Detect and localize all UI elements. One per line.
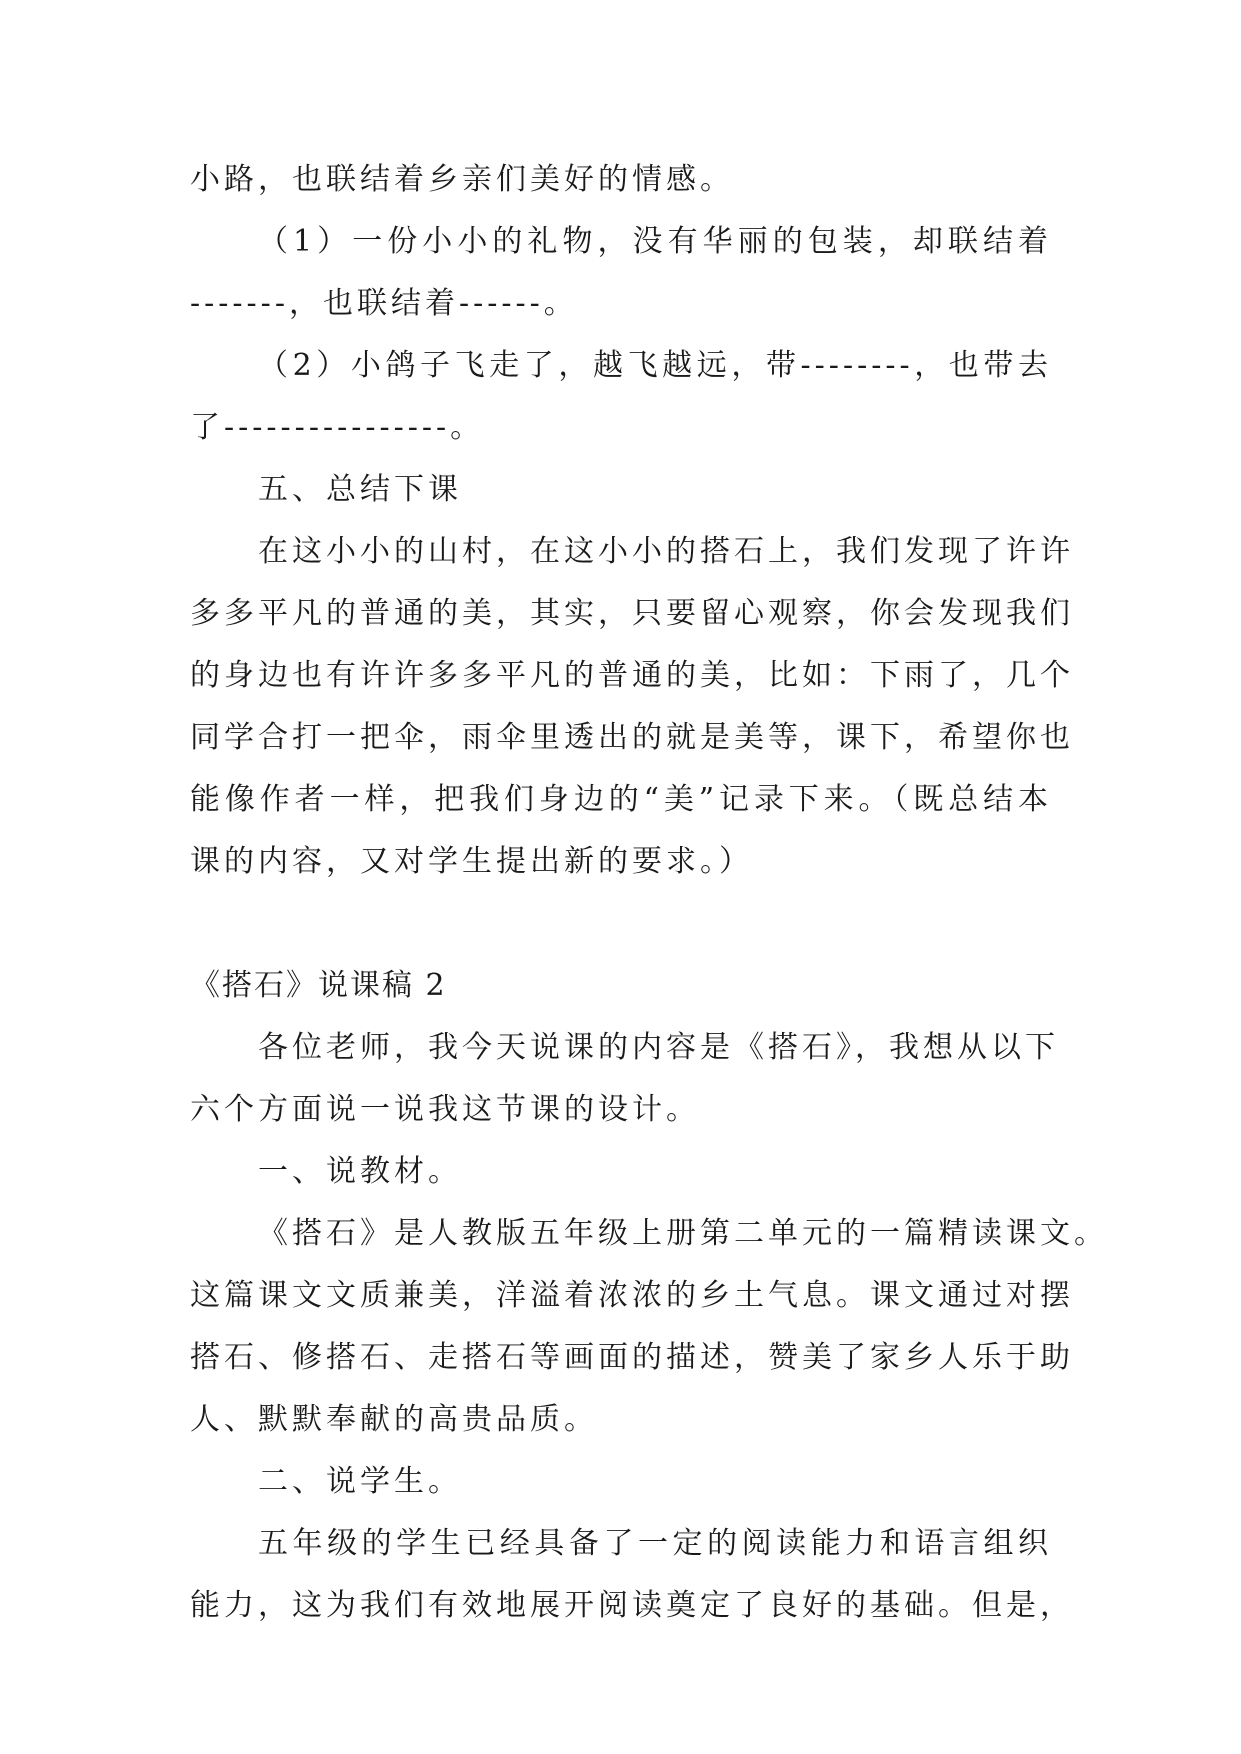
paragraph-line: 在这小小的山村，在这小小的搭石上，我们发现了许许 [258,534,1074,569]
paragraph-line: 《搭石》是人教版五年级上册第二单元的一篇精读课文。 [258,1216,1108,1251]
document-title: 《搭石》说课稿 2 [190,968,447,1003]
exercise-item-2-continuation: 了----------------。 [190,410,485,445]
text-line: 小路，也联结着乡亲们美好的情感。 [190,162,734,197]
paragraph-line: 各位老师，我今天说课的内容是《搭石》，我想从以下 [258,1030,1059,1065]
paragraph-line: 课的内容，又对学生提出新的要求。） [190,844,753,879]
paragraph-line: 六个方面说一说我这节课的设计。 [190,1092,700,1127]
section-heading: 二、说学生。 [258,1464,462,1499]
paragraph-line: 同学合打一把伞，雨伞里透出的就是美等，课下，希望你也 [190,720,1074,755]
paragraph-line: 搭石、修搭石、走搭石等画面的描述，赞美了家乡人乐于助 [190,1340,1074,1375]
section-heading: 五、总结下课 [258,472,462,507]
paragraph-line: 多多平凡的普通的美，其实，只要留心观察，你会发现我们 [190,596,1074,631]
paragraph-line: 能力，这为我们有效地展开阅读奠定了良好的基础。但是， [190,1588,1074,1623]
section-heading: 一、说教材。 [258,1154,462,1189]
paragraph-line: 这篇课文文质兼美，洋溢着浓浓的乡土气息。课文通过对摆 [190,1278,1074,1313]
paragraph-line: 人、默默奉献的高贵品质。 [190,1402,598,1437]
paragraph-line: 五年级的学生已经具备了一定的阅读能力和语言组织 [258,1526,1052,1561]
paragraph-line: 的身边也有许许多多平凡的普通的美，比如：下雨了，几个 [190,658,1074,693]
exercise-item-1: （1）一份小小的礼物，没有华丽的包装，却联结着 [258,224,1052,259]
exercise-item-2: （2）小鸽子飞走了，越飞越远，带--------，也带去 [258,348,1052,383]
paragraph-line: 能像作者一样，把我们身边的“美”记录下来。（既总结本 [190,782,1052,817]
exercise-item-1-continuation: -------，也联结着------。 [190,286,578,321]
